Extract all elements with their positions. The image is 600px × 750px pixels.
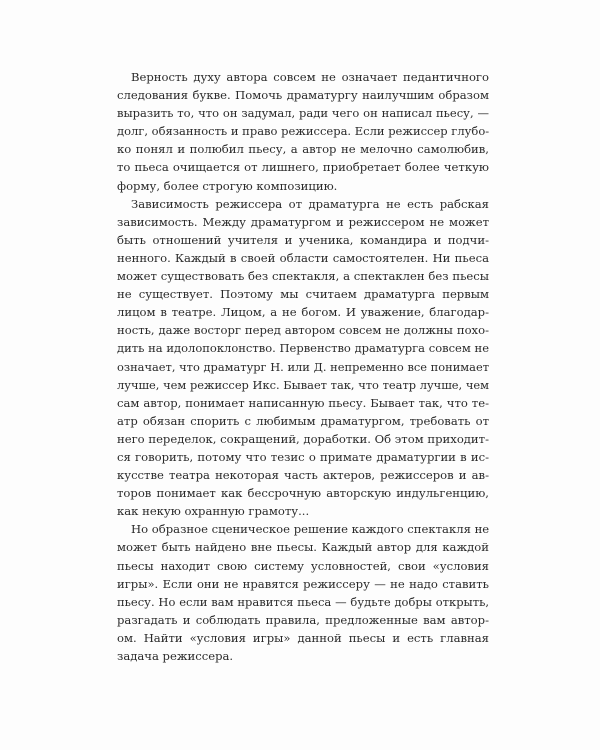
text-line: пьесу. Но если вам нравится пьеса — будьте добры открыть, bbox=[117, 594, 489, 609]
text-line: атр обязан спорить с любимым драматургом, требовать от bbox=[117, 413, 489, 428]
text-line: означает, что драматург Н. или Д. непременно все понимает bbox=[117, 359, 489, 374]
text-line: то пьеса очищается от лишнего, приобретает более четкую bbox=[117, 160, 489, 175]
text-line: может быть найдено вне пьесы. Каждый автор для каждой bbox=[117, 540, 489, 555]
text-line: как некую охранную грамоту... bbox=[117, 504, 310, 519]
text-line: ность, даже восторг перед автором совсем не должны похо- bbox=[117, 323, 489, 338]
text-line: разгадать и соблюдать правила, предложенные вам автор- bbox=[117, 612, 489, 627]
text-line: пьесы находит свою систему условностей, свои «условия bbox=[117, 558, 489, 573]
text-line: задача режиссера. bbox=[117, 649, 234, 663]
text-line: сам автор, понимает написанную пьесу. Бывает так, что те- bbox=[117, 395, 489, 410]
text-line: ко понял и полюбил пьесу, а автор не мелочно самолюбив, bbox=[117, 142, 489, 157]
text-line: ненного. Каждый в своей области самостоятелен. Ни пьеса bbox=[117, 250, 489, 265]
text-line: следования букве. Помочь драматургу наилучшим образом bbox=[117, 88, 489, 103]
text-line: него переделок, сокращений, доработки. Об этом приходит- bbox=[117, 431, 489, 446]
text-line: ся говорить, потому что тезис о примате драматургии в ис- bbox=[117, 449, 489, 464]
text-line: может существовать без спектакля, а спектаклен без пьесы bbox=[117, 269, 489, 284]
text-line: торов понимает как бессрочную авторскую индульгенцию, bbox=[117, 486, 489, 501]
text-line: лучше, чем режиссер Икс. Бывает так, что театр лучше, чем bbox=[117, 377, 489, 392]
text-line: форму, более строгую композицию. bbox=[117, 178, 338, 193]
text-line: не существует. Поэтому мы считаем драматурга первым bbox=[117, 287, 489, 302]
text-line: игры». Если они не нравятся режиссеру — не надо ставить bbox=[117, 576, 489, 591]
text-line: кусстве театра некоторая часть актеров, режиссеров и ав- bbox=[117, 468, 489, 483]
text-line: лицом в театре. Лицом, а не богом. И уважение, благодар- bbox=[117, 305, 489, 320]
text-line: быть отношений учителя и ученика, командира и подчи- bbox=[117, 232, 489, 247]
text-line: долг, обязанность и право режиссера. Если режиссер глубо- bbox=[117, 124, 490, 139]
text-line: ом. Найти «условия игры» данной пьесы и есть главная bbox=[117, 630, 489, 645]
text-line: дить на идолопоклонство. Первенство драматурга совсем не bbox=[117, 341, 489, 356]
text-line: зависимость. Между драматургом и режиссером не может bbox=[117, 214, 489, 229]
text-line: Верность духу автора совсем не означает педантичного bbox=[131, 70, 489, 84]
text-line: Зависимость режиссера от драматурга не есть рабская bbox=[131, 196, 489, 211]
text-line: выразить то, что он задумал, ради чего он написал пьесу, — bbox=[117, 106, 489, 121]
page-text bbox=[117, 68, 489, 665]
text-line: Но образное сценическое решение каждого спектакля не bbox=[131, 522, 490, 537]
